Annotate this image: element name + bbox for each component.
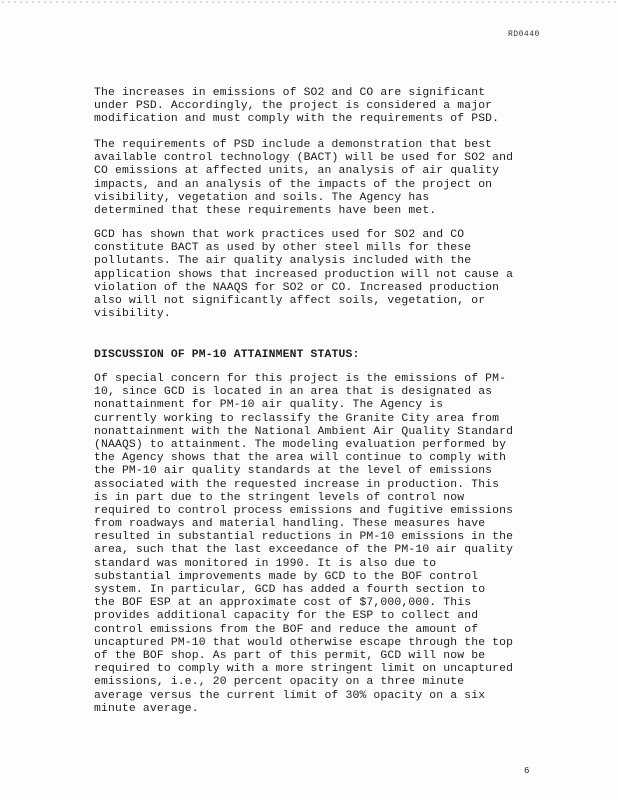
- text-line: the PM-10 air quality standards at the level of emissions: [94, 465, 493, 478]
- text-line: available control technology (BACT) will be used for SO2 and: [94, 152, 514, 165]
- text-line: visibility, vegetation and soils. The Agency has: [94, 191, 430, 204]
- paragraph-pm10-discussion: [94, 373, 530, 716]
- text-line: CO emissions at affected units, an analysis of air quality: [94, 165, 500, 178]
- page-number: 6: [524, 766, 530, 776]
- text-line: average versus the current limit of 30% opacity on a six: [94, 689, 486, 702]
- text-line: the BOF ESP at an approximate cost of $7,000,000. This: [94, 597, 472, 610]
- text-line: impacts, and an analysis of the impacts of the project on: [94, 178, 493, 191]
- text-line: area, such that the last exceedance of the PM-10 air quality: [94, 544, 514, 557]
- paragraph-bact: [94, 229, 530, 321]
- text-line: constitute BACT as used by other steel mills for these: [94, 242, 472, 255]
- text-line: minute average.: [94, 702, 199, 715]
- text-line: provides additional capacity for the ESP to collect and: [94, 610, 479, 623]
- text-line: the Agency shows that the area will continue to comply with: [94, 452, 507, 465]
- text-line: Of special concern for this project is the emissions of PM-: [94, 373, 507, 385]
- text-line: resulted in substantial reductions in PM-10 emissions in the: [94, 531, 514, 544]
- text-line: The requirements of PSD include a demonstration that best: [94, 139, 493, 151]
- text-line: is in part due to the stringent levels of control now: [94, 491, 465, 504]
- text-line: application shows that increased production will not cause a: [94, 268, 514, 281]
- text-line: required to comply with a more stringent limit on uncaptured: [94, 663, 514, 676]
- text-line: nonattainment for PM-10 air quality. The Agency is: [94, 399, 444, 412]
- text-line: control emissions from the BOF and reduce the amount of: [94, 623, 479, 636]
- text-line: violation of the NAAQS for SO2 or CO. Increased production: [94, 281, 500, 294]
- paragraph-psd-increases: [94, 87, 530, 127]
- text-line: also will not significantly affect soils, vegetation, or: [94, 294, 486, 307]
- text-line: modification and must comply with the requirements of PSD.: [94, 113, 500, 126]
- text-line: from roadways and material handling. These measures have: [94, 518, 486, 531]
- text-line: standard was monitored in 1990. It is also due to: [94, 557, 437, 570]
- text-line: (NAAQS) to attainment. The modeling evaluation performed by: [94, 438, 507, 451]
- text-line: system. In particular, GCD has added a fourth section to: [94, 584, 486, 596]
- text-line: The increases in emissions of SO2 and CO are significant: [94, 87, 486, 99]
- text-line: GCD has shown that work practices used for SO2 and CO: [94, 229, 465, 241]
- text-line: nonattainment with the National Ambient Air Quality Standard: [94, 425, 514, 438]
- section-heading: DISCUSSION OF PM-10 ATTAINMENT STATUS:: [94, 349, 360, 361]
- text-line: substantial improvements made by GCD to the BOF control: [94, 570, 479, 583]
- document-id: RD0440: [508, 30, 540, 39]
- text-line: visibility.: [94, 308, 171, 321]
- text-line: under PSD. Accordingly, the project is considered a major: [94, 100, 493, 113]
- scan-edge-artifact: [0, 0, 618, 4]
- text-line: associated with the requested increase in production. This: [94, 478, 500, 491]
- text-line: emissions, i.e., 20 percent opacity on a three minute: [94, 676, 465, 689]
- text-line: uncaptured PM-10 that would otherwise escape through the top: [94, 636, 514, 649]
- paragraph-psd-requirements: [94, 139, 530, 218]
- text-line: currently working to reclassify the Granite City area from: [94, 412, 500, 425]
- text-line: of the BOF shop. As part of this permit, GCD will now be: [94, 649, 486, 662]
- text-line: 10, since GCD is located in an area that is designated as: [94, 386, 493, 399]
- text-line: determined that these requirements have been met.: [94, 204, 437, 217]
- text-line: required to control process emissions and fugitive emissions: [94, 504, 514, 517]
- text-line: pollutants. The air quality analysis included with the: [94, 255, 472, 268]
